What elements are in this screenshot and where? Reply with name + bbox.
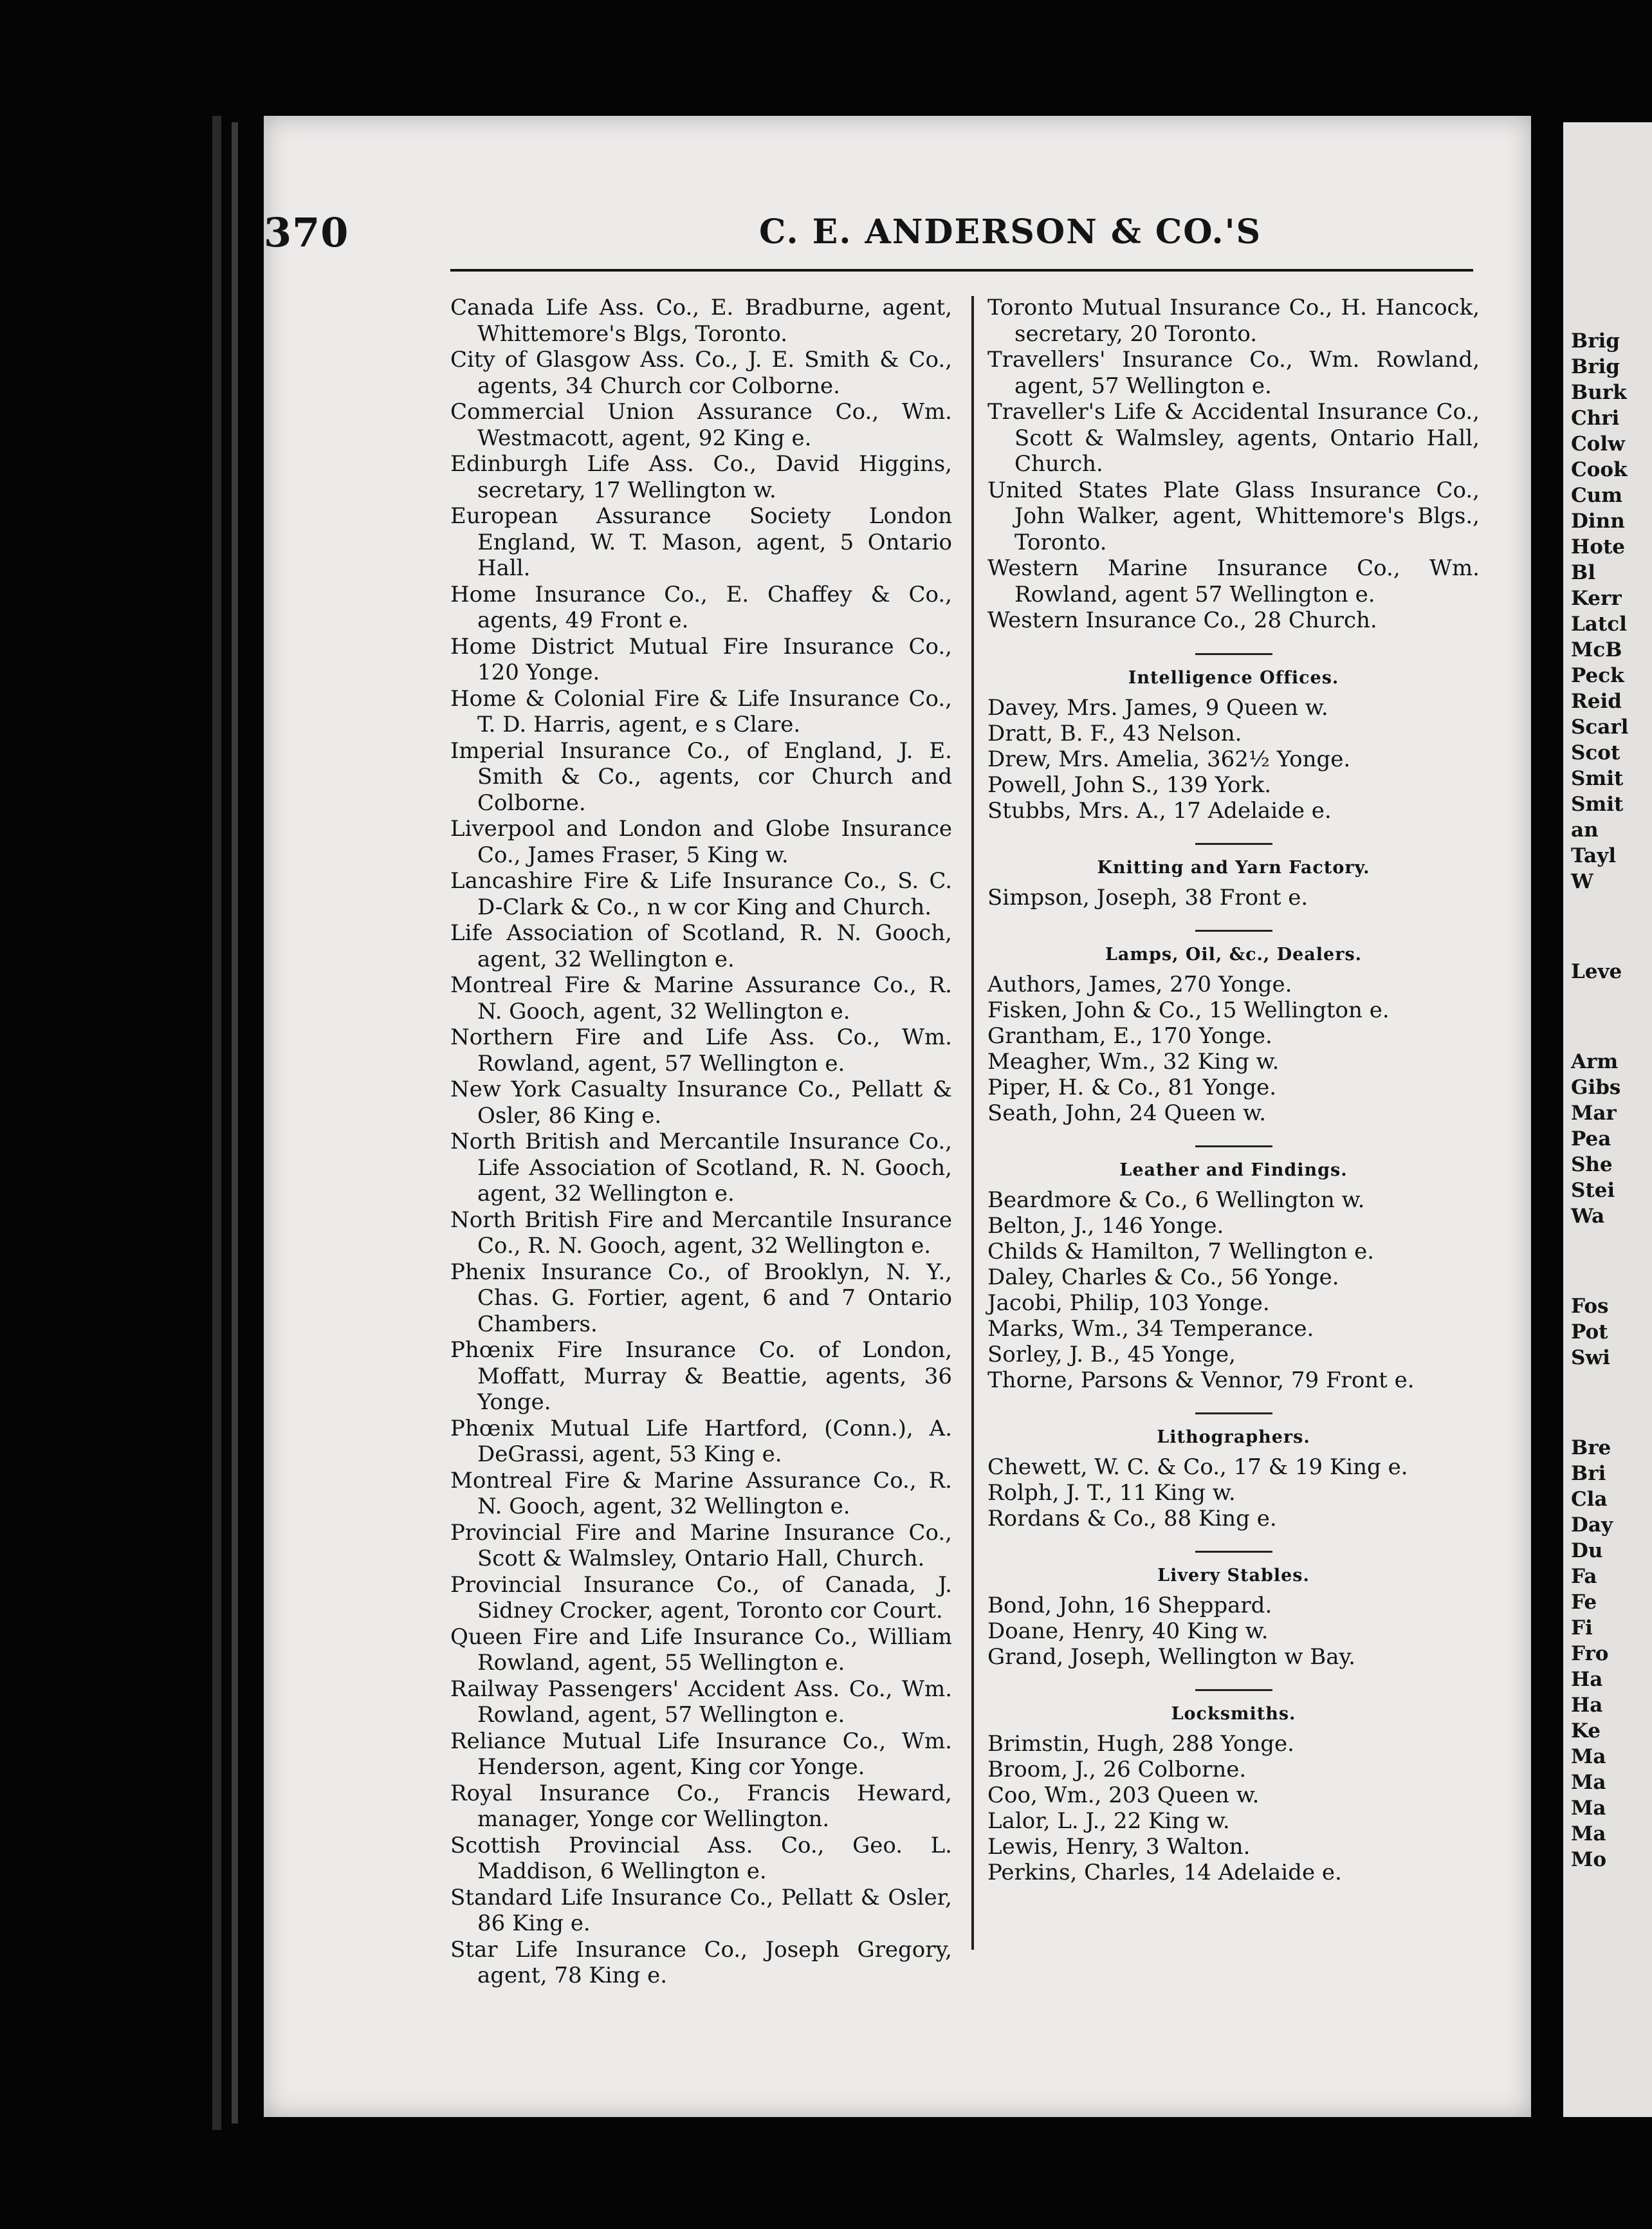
next-page-edge [1563, 122, 1652, 2117]
book-spine-left [212, 116, 221, 2130]
section-heading: Intelligence Offices. [1128, 667, 1339, 688]
directory-entry: Home & Colonial Fire & Life Insurance Co., T. D. Harris, agent, e s Clare. [450, 685, 952, 737]
edge-text-fragment: Fe [1571, 1591, 1597, 1614]
edge-gap [1563, 1229, 1652, 1293]
directory-entry: Bond, John, 16 Sheppard. [987, 1592, 1272, 1618]
directory-entry: Stubbs, Mrs. A., 17 Adelaide e. [987, 797, 1332, 824]
directory-entry: Home Insurance Co., E. Chaffey & Co., agents, 49 Front e. [450, 581, 952, 633]
edge-text-fragment: Bre [1571, 1436, 1611, 1459]
directory-entry: Canada Life Ass. Co., E. Bradburne, agent, Whittemore's Blgs, Toronto. [450, 295, 952, 347]
directory-entry: Queen Fire and Life Insurance Co., William Rowland, agent, 55 Wellington e. [450, 1623, 952, 1676]
directory-entry: Lewis, Henry, 3 Walton. [987, 1833, 1251, 1860]
directory-entry: Travellers' Insurance Co., Wm. Rowland, agent, 57 Wellington e. [987, 347, 1480, 399]
edge-gap [1563, 894, 1652, 959]
directory-entry: Lancashire Fire & Life Insurance Co., S. C. D-Clark & Co., n w cor King and Church. [450, 868, 952, 920]
directory-section [987, 653, 1480, 824]
edge-text-fragment: Cum [1571, 484, 1623, 507]
edge-text-fragment: Leve [1571, 960, 1622, 983]
edge-text-fragment: Mar [1571, 1102, 1617, 1125]
directory-entry: New York Casualty Insurance Co., Pellatt & Osler, 86 King e. [450, 1077, 952, 1129]
section-heading: Livery Stables. [1157, 1565, 1310, 1586]
directory-entry: Edinburgh Life Ass. Co., David Higgins, secretary, 17 Wellington w. [450, 451, 952, 503]
continued-entries [987, 295, 1480, 634]
section-entries [987, 1454, 1480, 1531]
section-rule [1195, 930, 1272, 932]
directory-entry: Perkins, Charles, 14 Adelaide e. [987, 1859, 1342, 1885]
edge-text-fragment: Stei [1571, 1179, 1615, 1202]
directory-entry: Marks, Wm., 34 Temperance. [987, 1315, 1314, 1342]
directory-section [987, 1551, 1480, 1670]
header-rule [450, 269, 1473, 272]
book-spine-inner [232, 122, 238, 2123]
edge-text-fragment: Latcl [1571, 613, 1627, 636]
directory-entry: Drew, Mrs. Amelia, 362½ Yonge. [987, 746, 1351, 772]
edge-text-fragment: Ma [1571, 1745, 1606, 1768]
directory-entry: Rolph, J. T., 11 King w. [987, 1479, 1236, 1506]
edge-text-fragment: W [1571, 870, 1593, 893]
directory-entry: Railway Passengers' Accident Ass. Co., Wm. Rowland, agent, 57 Wellington e. [450, 1676, 952, 1728]
edge-text-fragment: Colw [1571, 432, 1625, 456]
directory-entry: Phenix Insurance Co., of Brooklyn, N. Y., Chas. G. Fortier, agent, 6 and 7 Ontario Chambers. [450, 1259, 952, 1337]
directory-entry: Simpson, Joseph, 38 Front e. [987, 884, 1308, 911]
directory-entry: Brimstin, Hugh, 288 Yonge. [987, 1730, 1294, 1757]
column-divider [971, 296, 974, 1950]
edge-text-fragment: Swi [1571, 1346, 1610, 1369]
edge-text-fragment: Scot [1571, 741, 1620, 764]
section-entries [987, 1187, 1480, 1393]
section-entries [987, 972, 1480, 1126]
directory-section [987, 930, 1480, 1126]
directory-entry: Northern Fire and Life Ass. Co., Wm. Rowland, agent, 57 Wellington e. [450, 1024, 952, 1077]
edge-gap [1563, 1371, 1652, 1435]
directory-entry: Western Insurance Co., 28 Church. [987, 607, 1377, 633]
edge-text-fragment: Scarl [1571, 716, 1629, 739]
directory-entry: Life Association of Scotland, R. N. Gooch, agent, 32 Wellington e. [450, 920, 952, 972]
edge-text-fragment: Smit [1571, 793, 1624, 816]
section-heading: Knitting and Yarn Factory. [1097, 857, 1370, 878]
edge-text-fragment: Day [1571, 1513, 1613, 1537]
directory-entry: Beardmore & Co., 6 Wellington w. [987, 1187, 1365, 1213]
edge-text-fragment: Ha [1571, 1694, 1603, 1717]
directory-entry: Daley, Charles & Co., 56 Yonge. [987, 1264, 1339, 1290]
directory-entry: Traveller's Life & Accidental Insurance Co., Scott & Walmsley, agents, Ontario Hall, Church. [987, 399, 1480, 477]
directory-section [987, 1145, 1480, 1393]
directory-entry: Piper, H. & Co., 81 Yonge. [987, 1074, 1277, 1100]
directory-entry: Royal Insurance Co., Francis Heward, manager, Yonge cor Wellington. [450, 1780, 952, 1832]
directory-entry: Doane, Henry, 40 King w. [987, 1618, 1269, 1644]
directory-entry: Rordans & Co., 88 King e. [987, 1505, 1277, 1531]
edge-text-fragment: Kerr [1571, 587, 1622, 610]
edge-text-fragment: Hote [1571, 535, 1626, 559]
section-heading: Lithographers. [1157, 1427, 1310, 1447]
left-column [450, 295, 952, 1989]
edge-text-fragment: Peck [1571, 664, 1624, 687]
directory-entry: Provincial Insurance Co., of Canada, J. Sidney Crocker, agent, Toronto cor Court. [450, 1571, 952, 1623]
directory-entry: Provincial Fire and Marine Insurance Co., Scott & Walmsley, Ontario Hall, Church. [450, 1519, 952, 1571]
section-rule [1195, 1551, 1272, 1553]
directory-entry: Meagher, Wm., 32 King w. [987, 1048, 1280, 1075]
directory-entry: Grantham, E., 170 Yonge. [987, 1022, 1272, 1049]
right-column [987, 295, 1480, 1885]
section-rule [1195, 843, 1272, 845]
edge-text-fragment: Fos [1571, 1295, 1609, 1318]
directory-entry: Belton, J., 146 Yonge. [987, 1212, 1224, 1239]
edge-text-fragment: Fro [1571, 1642, 1609, 1665]
edge-text-fragment: Cla [1571, 1488, 1608, 1511]
edge-text-fragment: Ma [1571, 1771, 1606, 1794]
section-rule [1195, 1689, 1272, 1691]
directory-entry: North British and Mercantile Insurance Co., Life Association of Scotland, R. N. Gooch, agent, 32 Wellington e. [450, 1129, 952, 1207]
edge-text-fragment: Cook [1571, 458, 1628, 481]
directory-entry: Authors, James, 270 Yonge. [987, 971, 1292, 997]
edge-text-fragment: McB [1571, 638, 1622, 661]
directory-entry: Liverpool and London and Globe Insurance Co., James Fraser, 5 King w. [450, 816, 952, 868]
directory-entry: Broom, J., 26 Colborne. [987, 1756, 1247, 1782]
directory-entry: Coo, Wm., 203 Queen w. [987, 1782, 1260, 1808]
section-rule [1195, 1412, 1272, 1414]
edge-text-fragment: Pea [1571, 1127, 1611, 1151]
directory-section [987, 1412, 1480, 1531]
edge-text-fragment: Ma [1571, 1797, 1606, 1820]
directory-entry: Fisken, John & Co., 15 Wellington e. [987, 997, 1390, 1023]
edge-text-fragment: She [1571, 1153, 1613, 1176]
directory-entry: Toronto Mutual Insurance Co., H. Hancock, secretary, 20 Toronto. [987, 295, 1480, 347]
directory-entry: Phœnix Fire Insurance Co. of London, Moffatt, Murray & Beattie, agents, 36 Yonge. [450, 1337, 952, 1415]
section-entries [987, 1593, 1480, 1670]
directory-entry: Montreal Fire & Marine Assurance Co., R. N. Gooch, agent, 32 Wellington e. [450, 1467, 952, 1519]
edge-text-fragment: Arm [1571, 1050, 1619, 1073]
section-heading: Leather and Findings. [1119, 1160, 1348, 1180]
directory-entry: Chewett, W. C. & Co., 17 & 19 King e. [987, 1454, 1408, 1480]
directory-entry: Childs & Hamilton, 7 Wellington e. [987, 1238, 1375, 1264]
edge-text-fragment: Dinn [1571, 510, 1625, 533]
directory-section [987, 1689, 1480, 1885]
edge-text-fragment: Reid [1571, 690, 1622, 713]
directory-entry: Grand, Joseph, Wellington w Bay. [987, 1643, 1355, 1670]
edge-gap [1563, 985, 1652, 1049]
directory-entry: City of Glasgow Ass. Co., J. E. Smith & Co., agents, 34 Church cor Colborne. [450, 347, 952, 399]
edge-text-fragment: Bri [1571, 1462, 1606, 1485]
directory-entry: North British Fire and Mercantile Insurance Co., R. N. Gooch, agent, 32 Wellington e. [450, 1207, 952, 1259]
directory-entry: Standard Life Insurance Co., Pellatt & Osler, 86 King e. [450, 1884, 952, 1936]
section-entries [987, 1731, 1480, 1885]
directory-entry: Montreal Fire & Marine Assurance Co., R. N. Gooch, agent, 32 Wellington e. [450, 972, 952, 1024]
edge-text-fragment: Wa [1571, 1205, 1605, 1228]
directory-entry: Dratt, B. F., 43 Nelson. [987, 720, 1242, 746]
directory-entry: Davey, Mrs. James, 9 Queen w. [987, 694, 1328, 721]
edge-text-fragment: an [1571, 819, 1599, 842]
directory-entry: European Assurance Society London England, W. T. Mason, agent, 5 Ontario Hall. [450, 503, 952, 581]
directory-entry: United States Plate Glass Insurance Co., John Walker, agent, Whittemore's Blgs., Toronto. [987, 477, 1480, 555]
directory-entry: Phœnix Mutual Life Hartford, (Conn.), A. DeGrassi, agent, 53 King e. [450, 1415, 952, 1467]
edge-text-fragment: Smit [1571, 767, 1624, 790]
edge-text-fragment: Tayl [1571, 844, 1616, 867]
edge-text-fragment: Bl [1571, 561, 1595, 584]
directory-entry: Home District Mutual Fire Insurance Co., 120 Yonge. [450, 633, 952, 685]
directory-entry: Powell, John S., 139 York. [987, 772, 1272, 798]
directory-entry: Jacobi, Philip, 103 Yonge. [987, 1290, 1270, 1316]
edge-text-fragment: Pot [1571, 1320, 1608, 1344]
directory-entry: Sorley, J. B., 45 Yonge, [987, 1341, 1236, 1367]
edge-text-fragment: Mo [1571, 1848, 1606, 1871]
section-heading: Lamps, Oil, &c., Dealers. [1105, 944, 1363, 965]
edge-text-fragment: Burk [1571, 381, 1627, 404]
edge-text-fragment: Brig [1571, 355, 1620, 378]
section-entries [987, 885, 1480, 911]
directory-entry: Seath, John, 24 Queen w. [987, 1100, 1267, 1126]
edge-text-fragment: Ha [1571, 1668, 1603, 1691]
directory-entry: Thorne, Parsons & Vennor, 79 Front e. [987, 1367, 1415, 1393]
edge-text-fragment: Brig [1571, 329, 1620, 353]
running-title: C. E. ANDERSON & CO.'S [759, 212, 1262, 252]
section-entries [987, 695, 1480, 824]
edge-text-fragment: Ma [1571, 1822, 1606, 1845]
edge-text-fragment: Fa [1571, 1565, 1597, 1588]
directory-entry: Scottish Provincial Ass. Co., Geo. L. Maddison, 6 Wellington e. [450, 1832, 952, 1884]
directory-entry: Commercial Union Assurance Co., Wm. Westmacott, agent, 92 King e. [450, 399, 952, 451]
directory-entry: Reliance Mutual Life Insurance Co., Wm. Henderson, agent, King cor Yonge. [450, 1728, 952, 1780]
section-heading: Locksmiths. [1171, 1703, 1296, 1724]
edge-text-fragment: Gibs [1571, 1076, 1621, 1099]
section-rule [1195, 1145, 1272, 1147]
page-number: 370 [264, 209, 349, 256]
edge-text-fragment: Ke [1571, 1719, 1601, 1743]
directory-entry: Western Marine Insurance Co., Wm. Rowland, agent 57 Wellington e. [987, 555, 1480, 607]
directory-entry: Lalor, L. J., 22 King w. [987, 1808, 1230, 1834]
edge-text-fragment: Fi [1571, 1616, 1593, 1640]
edge-text-fragment: Chri [1571, 407, 1620, 430]
directory-section [987, 843, 1480, 911]
edge-text-fragment: Du [1571, 1539, 1603, 1562]
directory-entry: Star Life Insurance Co., Joseph Gregory, agent, 78 King e. [450, 1936, 952, 1988]
section-rule [1195, 653, 1272, 655]
directory-entry: Imperial Insurance Co., of England, J. E. Smith & Co., agents, cor Church and Colborne. [450, 737, 952, 816]
sections [987, 653, 1480, 1885]
